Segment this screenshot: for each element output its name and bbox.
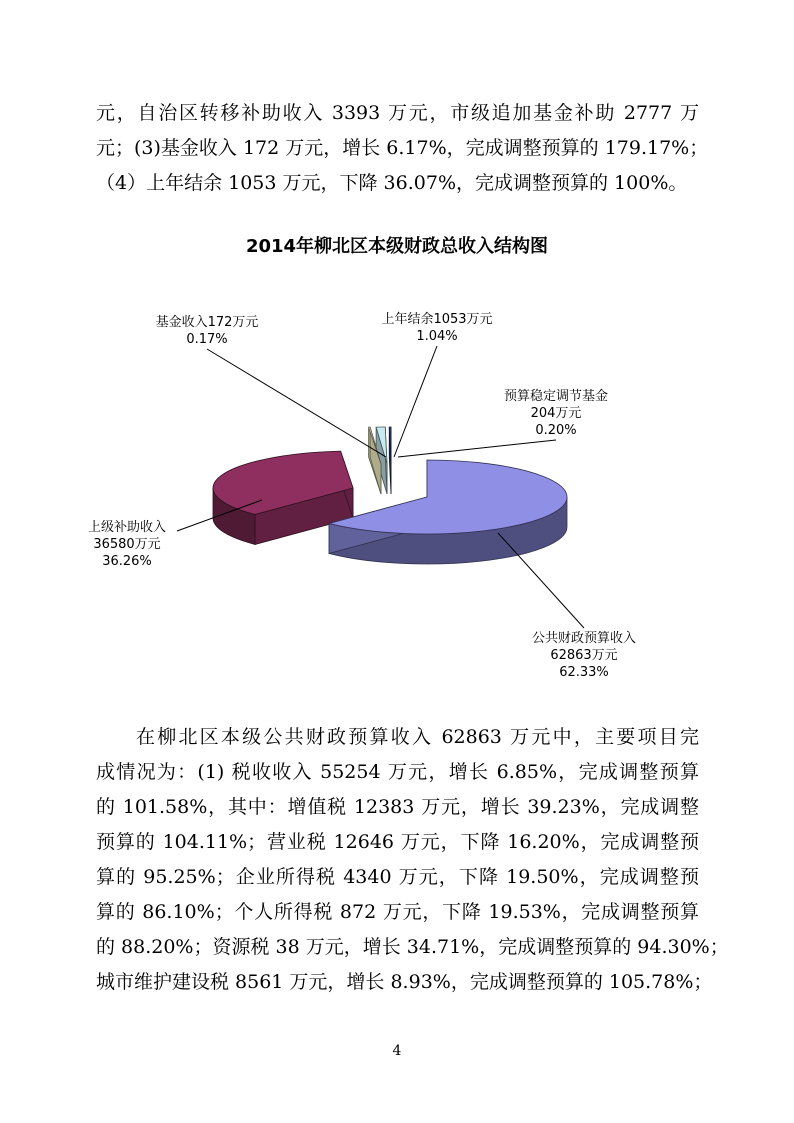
slice-label-text: 0.17% bbox=[186, 332, 228, 347]
slice-label-text: 1.04% bbox=[416, 329, 458, 344]
paragraph-line: 元；(3)基金收入 172 万元，增长 6.17%，完成调整预算的 179.17%； bbox=[96, 137, 709, 159]
slice-label-text: 36.26% bbox=[102, 554, 152, 569]
pie-slice bbox=[389, 427, 391, 494]
paragraph-top bbox=[96, 96, 709, 201]
slice-label-text: 预算稳定调节基金 bbox=[503, 389, 609, 404]
slice-label-text: 62863万元 bbox=[550, 648, 618, 663]
paragraph-line: 的 101.58%，其中：增值税 12383 万元，增长 39.23%，完成调整 bbox=[96, 796, 699, 818]
paragraph-line: 算的 86.10%；个人所得税 872 万元，下降 19.53%，完成调整预算 bbox=[96, 901, 699, 923]
leader-line bbox=[207, 349, 386, 457]
leader-line bbox=[398, 440, 556, 457]
paragraph-line: 的 88.20%；资源税 38 万元，增长 34.71%，完成调整预算的 94.30%； bbox=[96, 936, 729, 958]
slice-label-text: 上级补助收入 bbox=[87, 520, 167, 535]
slice-label bbox=[398, 388, 608, 457]
paragraph-line: （4）上年结余 1053 万元，下降 36.07%，完成调整预算的 100%。 bbox=[96, 172, 688, 194]
paragraph-line: 在柳北区本级公共财政预算收入 62863 万元中，主要项目完 bbox=[136, 726, 699, 748]
paragraph-line: 城市维护建设税 8561 万元，增长 8.93%，完成调整预算的 105.78%； bbox=[96, 971, 713, 993]
slice-label bbox=[156, 314, 386, 457]
slice-label-text: 公共财政预算收入 bbox=[531, 631, 637, 646]
paragraph-line: 成情况为：(1) 税收收入 55254 万元，增长 6.85%，完成调整预算 bbox=[96, 761, 699, 783]
paragraph-line: 算的 95.25%；企业所得税 4340 万元，下降 19.50%，完成调整预 bbox=[96, 866, 699, 888]
slice-label-text: 0.20% bbox=[535, 423, 577, 438]
chart-title: 2014年柳北区本级财政总收入结构图 bbox=[245, 236, 549, 257]
pie-slice bbox=[329, 460, 567, 564]
paragraph-line: 预算的 104.11%；营业税 12646 万元，下降 16.20%，完成调整预 bbox=[96, 831, 699, 853]
slice-label bbox=[381, 311, 492, 457]
page-number: 4 bbox=[392, 1043, 402, 1059]
slice-label-text: 36580万元 bbox=[93, 537, 161, 552]
slice-label-text: 上年结余1053万元 bbox=[381, 312, 493, 327]
slice-label-text: 62.33% bbox=[559, 665, 609, 680]
slice-label-text: 基金收入172万元 bbox=[155, 315, 259, 330]
paragraph-line: 元，自治区转移补助收入 3393 万元，市级追加基金补助 2777 万 bbox=[96, 102, 699, 124]
slice-label-text: 204万元 bbox=[530, 406, 582, 421]
leader-line bbox=[394, 346, 437, 457]
pie-chart bbox=[0, 295, 794, 695]
paragraph-bottom bbox=[96, 720, 729, 1000]
